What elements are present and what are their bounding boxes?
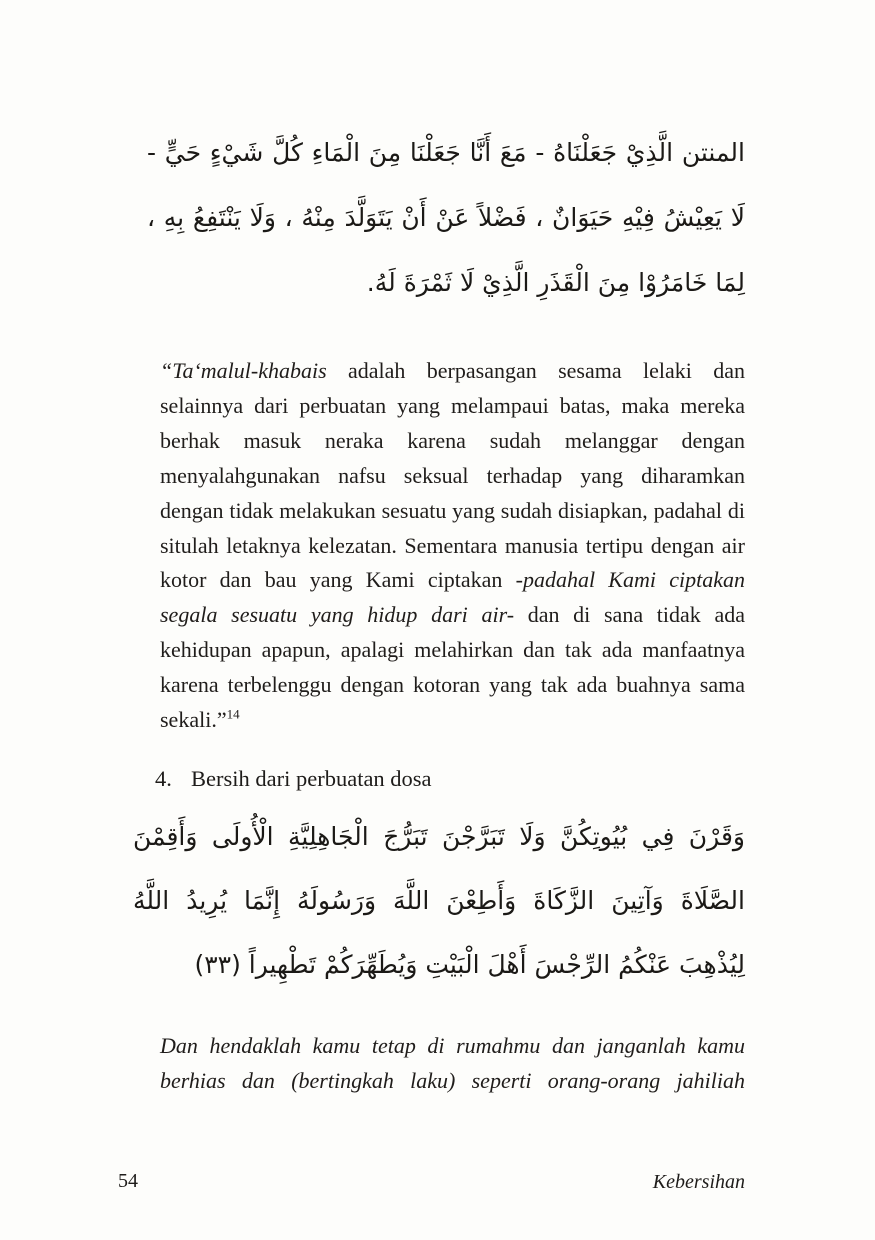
quote-italic-lead: “Ta‘malul-khabais bbox=[160, 358, 327, 383]
quran-verse-line-1: وَقَرْنَ فِي بُيُوتِكُنَّ وَلَا تَبَرَّجْنَ تَبَرُّجَ الْجَاهِلِيَّةِ الْأُولَى وَأَقِمْنَ bbox=[133, 822, 745, 851]
translation-quote-paragraph bbox=[160, 354, 745, 738]
arabic-quote-line-2: لَا يَعِيْشُ فِيْهِ حَيَوَانٌ ، فَضْلاً عَنْ أَنْ يَتَوَلَّدَ مِنْهُ ، وَلَا يَنْتَفِعُ بِهِ ، bbox=[147, 203, 745, 232]
quran-verse-block bbox=[133, 805, 745, 997]
footnote-reference: 14 bbox=[226, 706, 240, 722]
section-title: Bersih dari perbuatan dosa bbox=[191, 766, 432, 791]
quote-italic-mid: -padahal Kami ciptakan segala sesuatu yang hidup dari air- bbox=[160, 567, 745, 628]
quran-verse-line-2: الصَّلَاةَ وَآتِينَ الزَّكَاةَ وَأَطِعْنَ اللَّهَ وَرَسُولَهُ إِنَّمَا يُرِيدُ اللَّهُ bbox=[133, 886, 745, 915]
quran-verse-line-3: لِيُذْهِبَ عَنْكُمُ الرِّجْسَ أَهْلَ الْبَيْتِ وَيُطَهِّرَكُمْ تَطْهِيراً (٣٣) bbox=[194, 950, 745, 979]
verse-translation-paragraph: Dan hendaklah kamu tetap di rumahmu dan janganlah kamu berhias dan (bertingkah laku) seperti orang-orang jahiliah bbox=[160, 1033, 745, 1093]
page-number: 54 bbox=[118, 1170, 138, 1192]
running-title: Kebersihan bbox=[652, 1171, 745, 1193]
quote-body-2: dan di sana tidak ada kehidupan apapun, apalagi melahirkan dan tak ada manfaatnya karena terbelenggu dengan kotoran yang tak ada buahnya sama sekali.” bbox=[160, 602, 745, 733]
arabic-quote-block bbox=[147, 120, 745, 315]
arabic-quote-line-3: لِمَا خَامَرُوْا مِنَ الْقَذَرِ الَّذِيْ لَا ثَمْرَةَ لَهُ. bbox=[366, 268, 745, 297]
section-number: 4. bbox=[155, 766, 172, 791]
arabic-quote-line-1: المنتن الَّذِيْ جَعَلْنَاهُ - مَعَ أَنَّا جَعَلْنَا مِنَ الْمَاءِ كُلَّ شَيْءٍ حَيٍّ - bbox=[147, 138, 745, 167]
quote-body-1: adalah berpasangan sesama lelaki dan selainnya dari perbuatan yang melampaui batas, maka mereka berhak masuk neraka karena sudah melanggar dengan menyalahgunakan nafsu seksual terhadap yang diharamkan dengan tidak melakukan sesuatu yang sudah disiapkan, padahal di situlah letaknya kelezatan. Sementara manusia tertipu dengan air kotor dan bau yang Kami ciptakan bbox=[160, 358, 745, 593]
section-heading bbox=[155, 766, 745, 792]
